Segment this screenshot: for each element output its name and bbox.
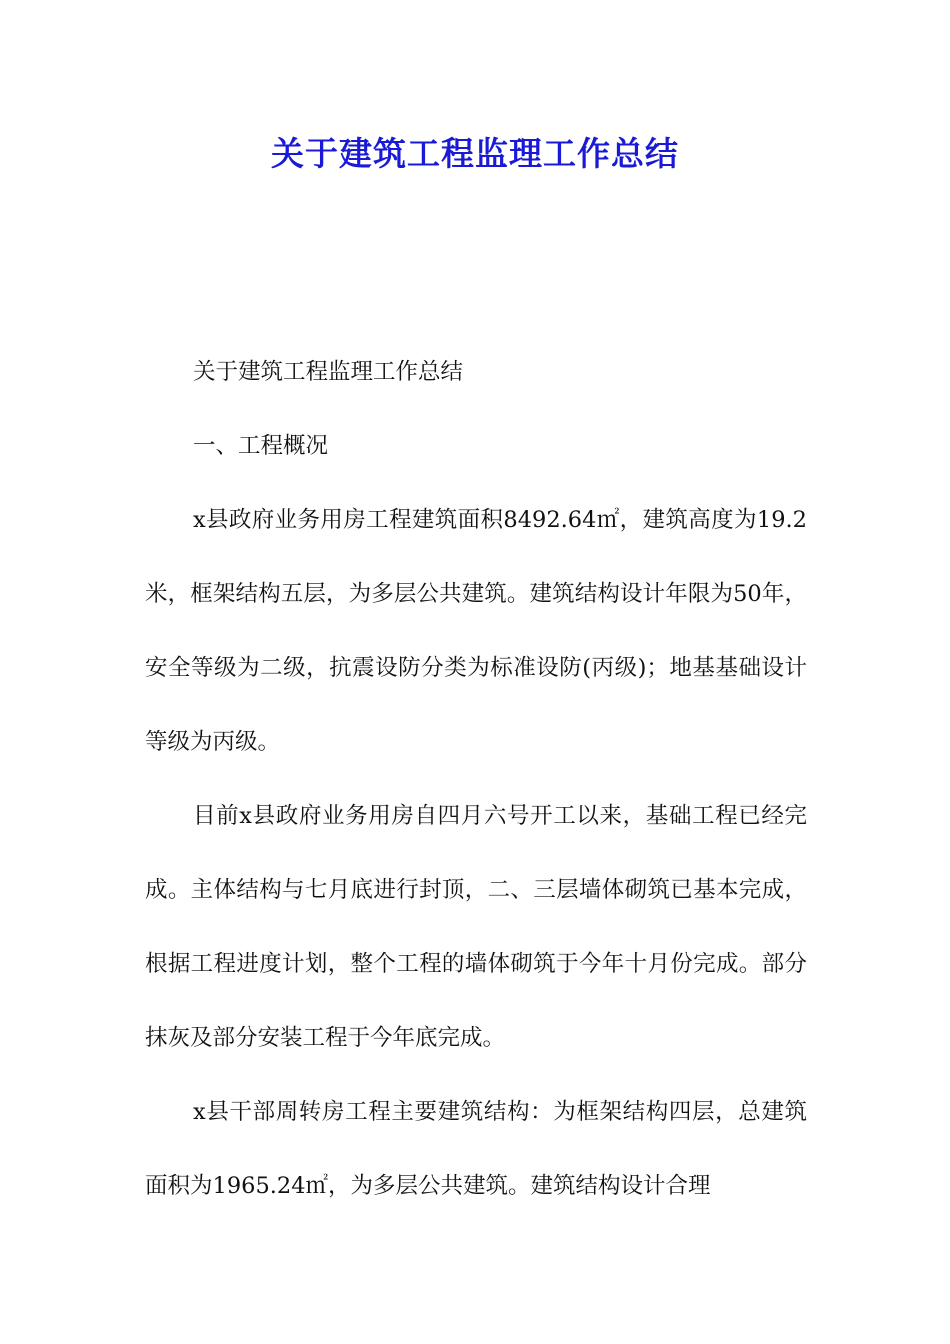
document-title: 关于建筑工程监理工作总结: [271, 134, 679, 173]
section-heading-overview: 一、工程概况: [193, 433, 329, 459]
paragraph: x县政府业务用房工程建筑面积8492.64㎡，建筑高度为19.2米，框架结构五层，为多层公共建筑。建筑结构设计年限为50年，安全等级为二级，抗震设防分类为标准设防(丙级)；地基基础设计等级为丙级。: [145, 507, 807, 755]
paragraph: x县干部周转房工程主要建筑结构：为框架结构四层，总建筑面积为1965.24㎡，为多层公共建筑。建筑结构设计合理: [145, 1099, 807, 1199]
document-body: [145, 335, 807, 1223]
paragraph-heading: 关于建筑工程监理工作总结: [193, 359, 464, 385]
paragraph: 目前x县政府业务用房自四月六号开工以来，基础工程已经完成。主体结构与七月底进行封顶，二、三层墙体砌筑已基本完成，根据工程进度计划，整个工程的墙体砌筑于今年十月份完成。部分抹灰及部分安装工程于今年底完成。: [145, 803, 807, 1051]
